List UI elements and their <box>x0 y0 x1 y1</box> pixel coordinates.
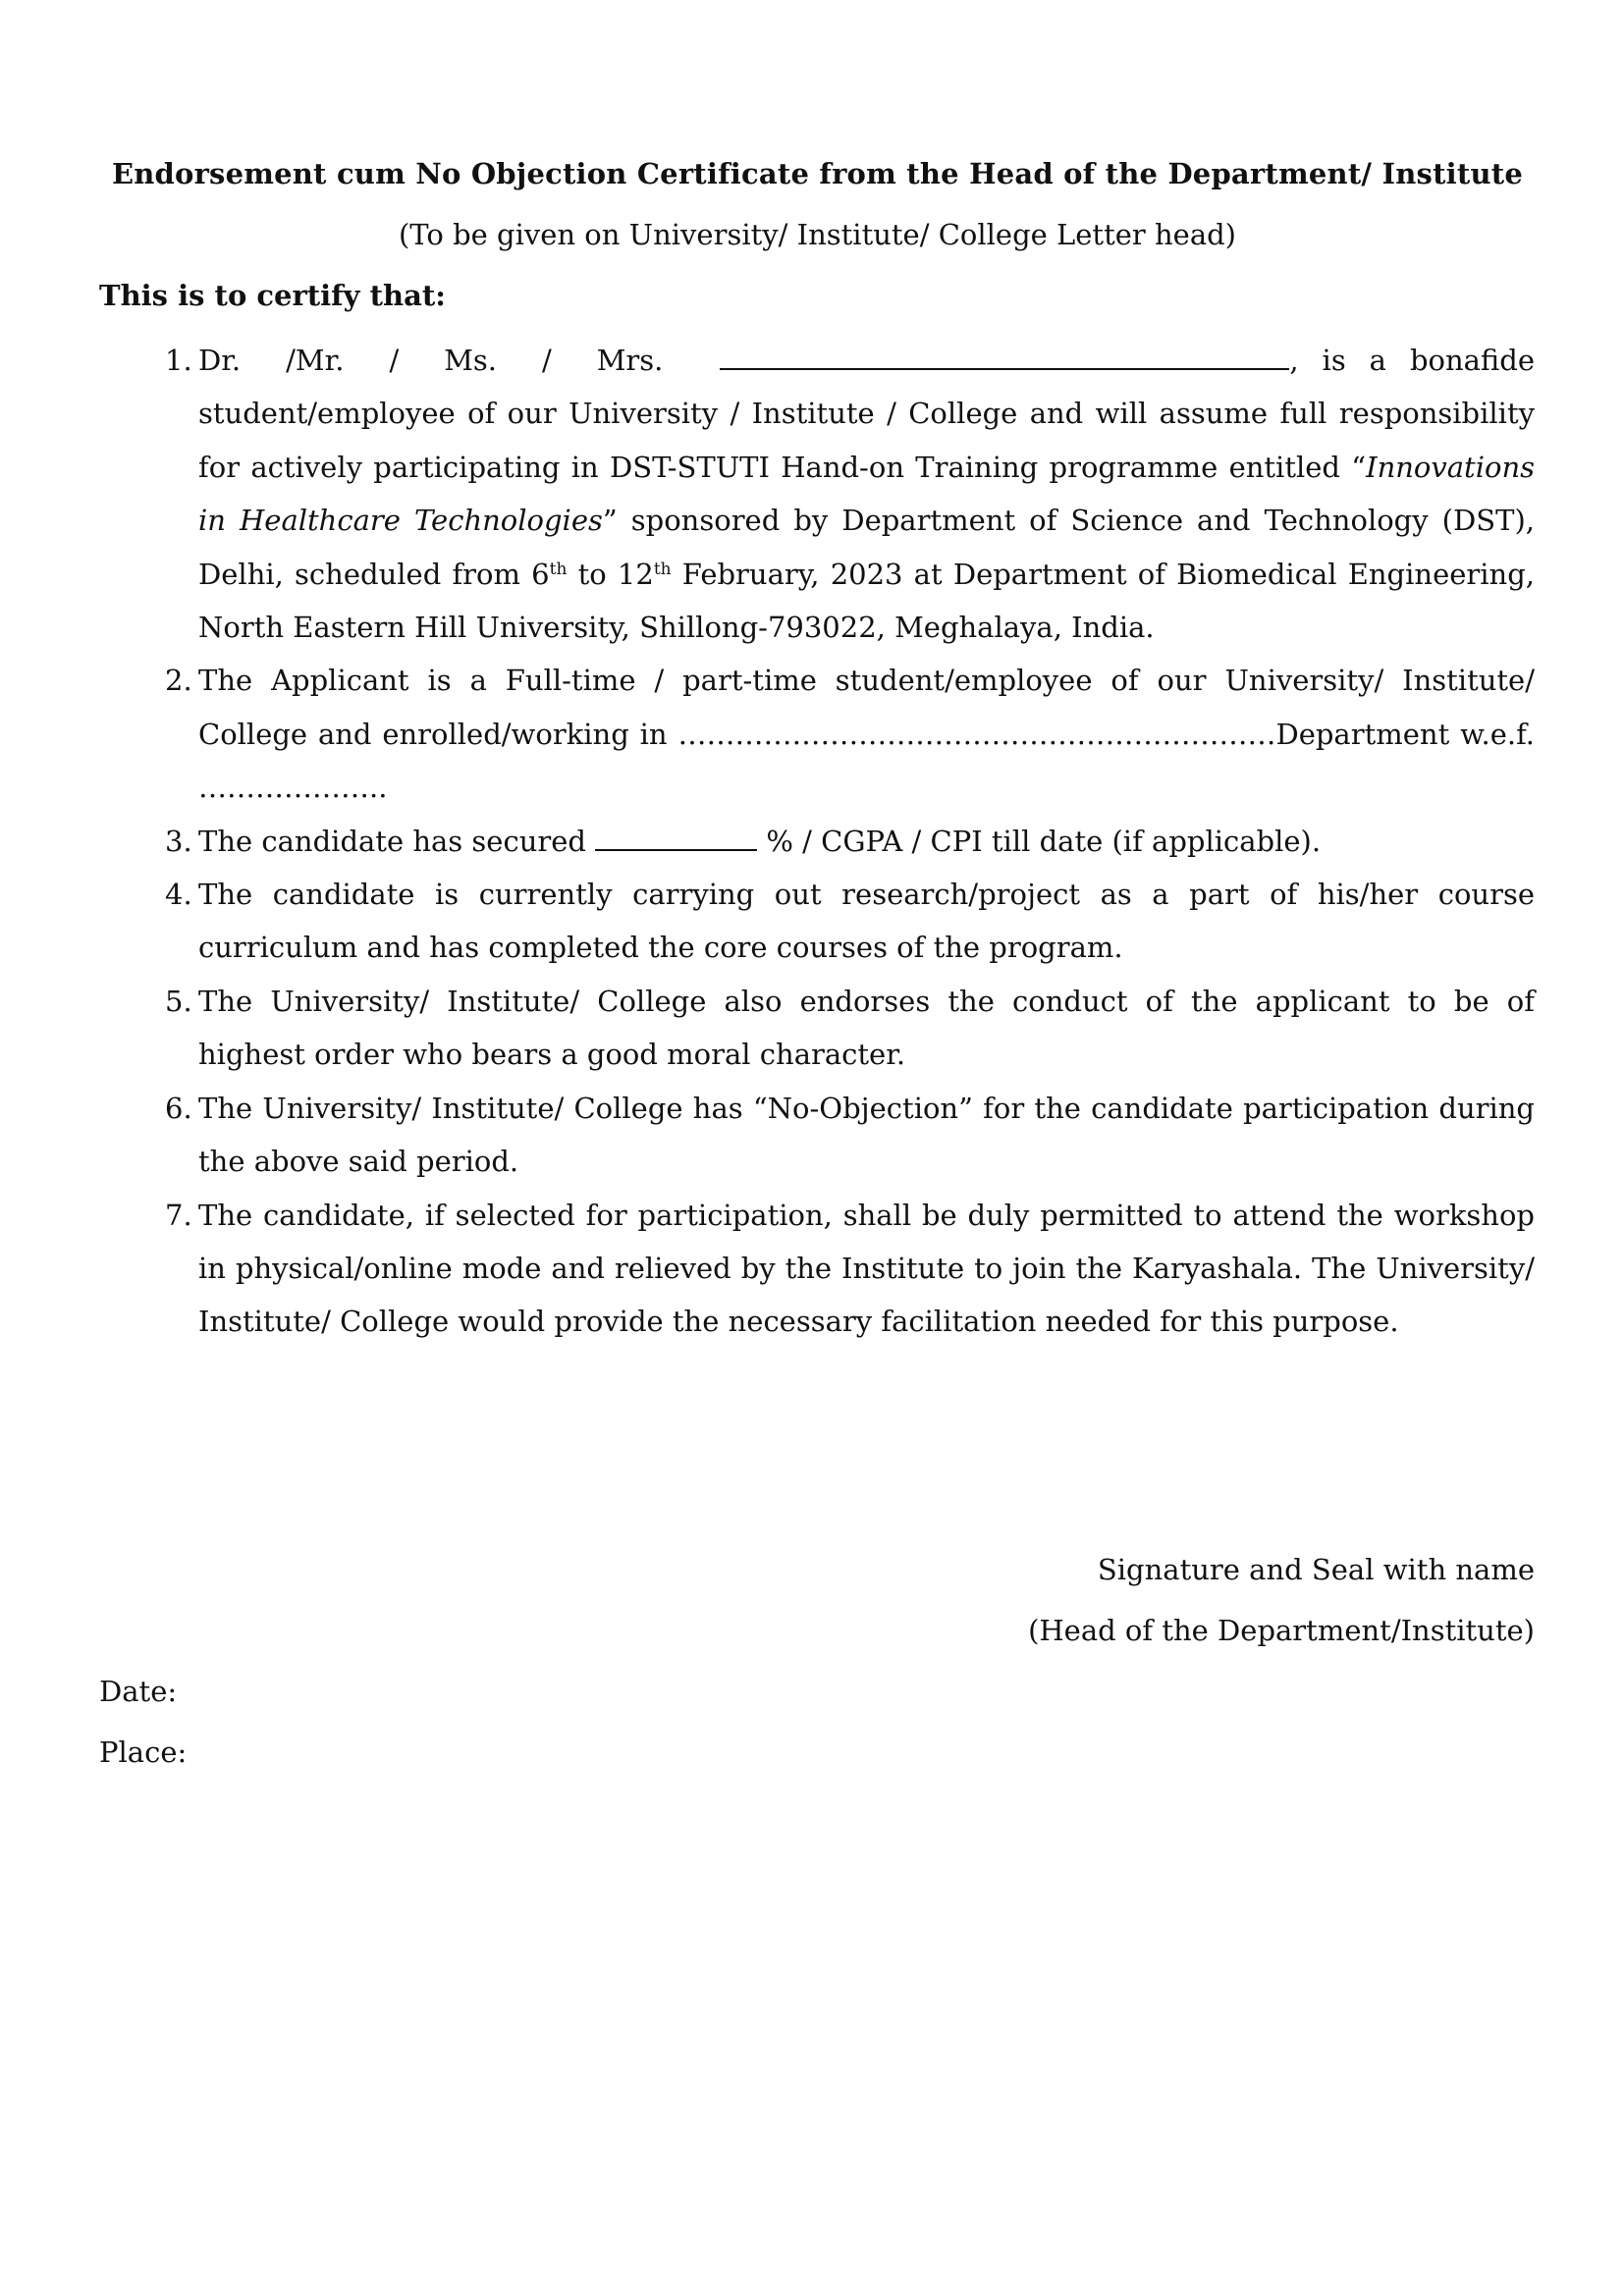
score-blank <box>595 826 757 851</box>
list-item-2 <box>99 654 1535 814</box>
programme-title: Innovations in Healthcare Technologies <box>198 450 1535 538</box>
certificate-heading: Endorsement cum No Objection Certificate from the Head of the Department/ Institute <box>111 157 1524 190</box>
salutation-options: Dr. /Mr. / Ms. / Mrs. <box>198 344 664 377</box>
list-item-6 <box>99 1082 1535 1189</box>
item-number: 1. <box>165 344 192 377</box>
item-5-text: The University/ Institute/ College also endorses the conduct of the applicant to be of highest order who bears a good moral character. <box>198 984 1535 1072</box>
item-4-text: The candidate is currently carrying out research/project as a part of his/her course curriculum and has completed the core courses of the program. <box>198 878 1535 965</box>
item-3-text: The candidate has secured <box>198 824 596 858</box>
list-item-3: 3. The candidate has secured % / CGPA / CPI till date (if applicable). <box>99 815 1535 868</box>
item-number: 7. <box>165 1198 192 1232</box>
item-number: 6. <box>165 1091 192 1125</box>
list-item-1: 1. Dr. /Mr. / Ms. / Mrs. , is a bonafide student/employee of our University / Institute / College and will assume full responsibility for actively participating in DST-STUTI Hand-on Training programme entitled “Innovations in Healthcare Technologies” sponsored by Department of Science and Technology (DST), Delhi, scheduled from 6th to 12th February, 2023 at Department of Biomedical Engineering, North Eastern Hill University, Shillong-793022, Meghalaya, India. <box>99 334 1535 654</box>
item-6-text: The University/ Institute/ College has “No-Objection” for the candidate participation during the above said period. <box>198 1091 1535 1179</box>
numbered-list <box>99 334 1535 1349</box>
list-item-4 <box>99 868 1535 975</box>
item-7-text: The candidate, if selected for participation, shall be duly permitted to attend the workshop in physical/online mode and relieved by the Institute to join the Karyashala. The University/ Institute/ College would provide the necessary facilitation needed for this purpose. <box>198 1198 1535 1339</box>
place-label: Place: <box>99 1735 188 1769</box>
item-1-text: , is a bonafide student/employee of our University / Institute / College and will assume full responsibility for actively participating in DST-STUTI Hand-on Training programme entitled “ <box>198 344 1536 484</box>
intro-text: This is to certify that: <box>99 279 446 312</box>
date-label: Date: <box>99 1675 178 1708</box>
item-number: 2. <box>165 664 192 698</box>
list-item-7 <box>99 1189 1535 1349</box>
signature-label: Signature and Seal with name <box>1097 1553 1535 1586</box>
list-item-5 <box>99 975 1535 1082</box>
item-number: 4. <box>165 878 192 912</box>
certificate-subheading: (To be given on University/ Institute/ College Letter head) <box>398 218 1236 251</box>
item-number: 3. <box>165 824 192 858</box>
item-2-text: The Applicant is a Full-time / part-time student/employee of our University/ Institute/ College and enrolled/working in ………………………………………………………Department w.e.f. ……………….. <box>198 664 1535 805</box>
name-blank <box>720 345 1289 370</box>
item-number: 5. <box>165 984 192 1018</box>
signature-designation: (Head of the Department/Institute) <box>1028 1614 1535 1647</box>
